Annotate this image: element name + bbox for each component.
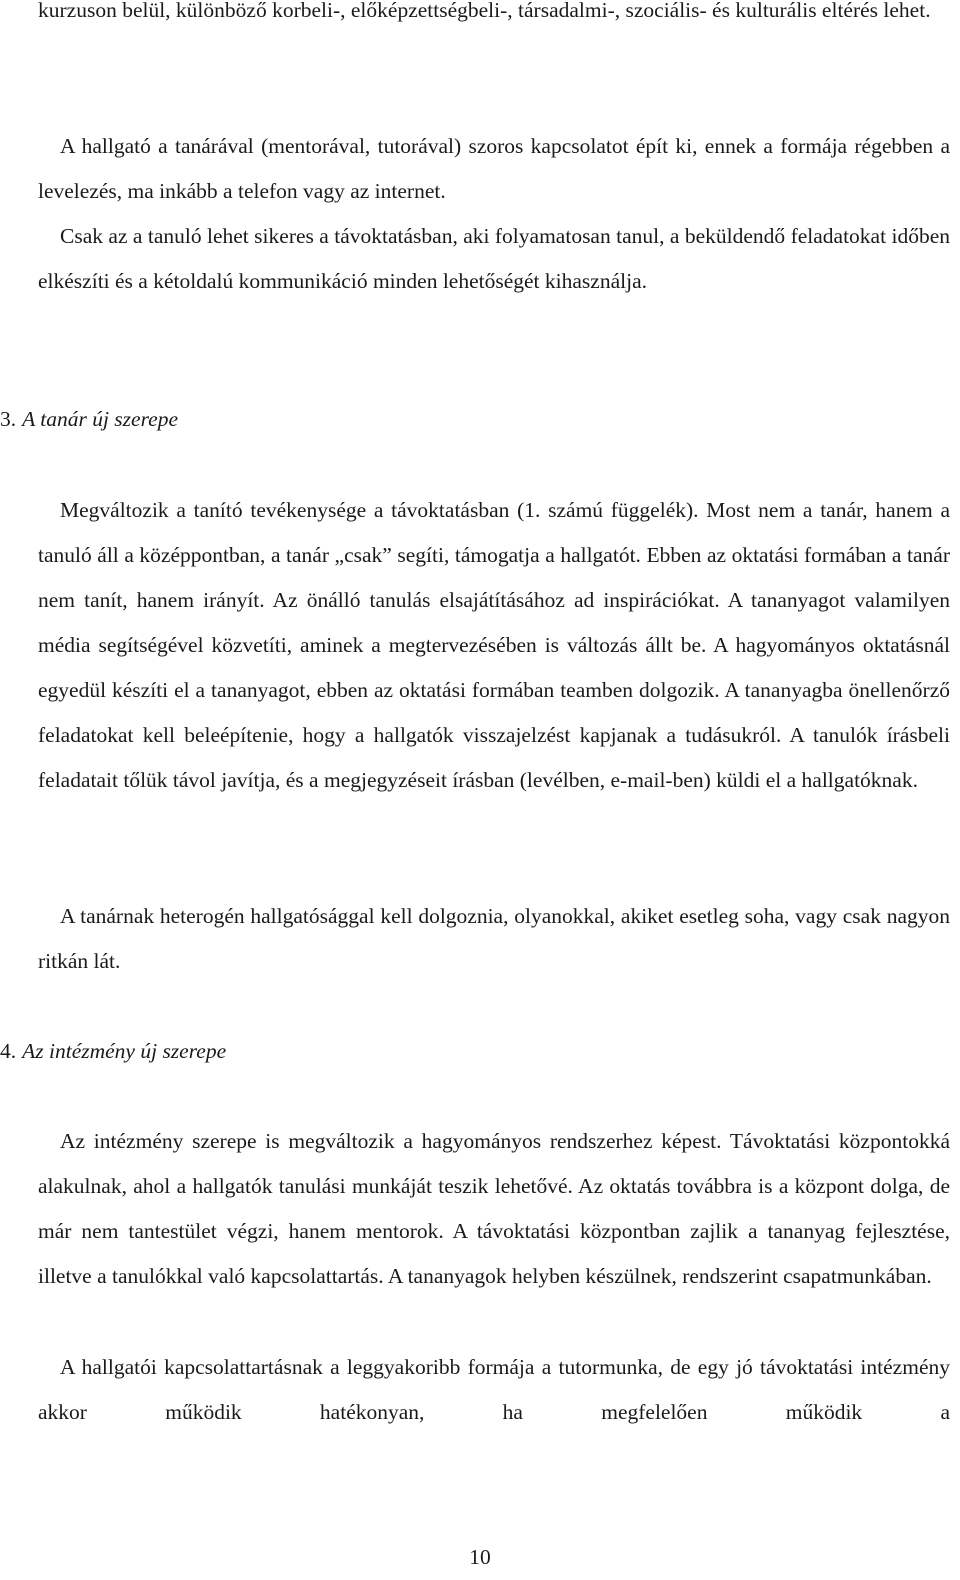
section-title: Az intézmény új szerepe [22,1039,227,1063]
section-number: 3. [0,407,17,431]
section-heading-3 [0,397,178,442]
paragraph-successful-student: Csak az a tanuló lehet sikeres a távoktatásban, aki folyamatosan tanul, a beküldendő feladatokat időben elkészíti és a kétoldalú kommunikáció minden lehetőségét kihasználja. [38,224,950,293]
section-number: 4. [0,1039,17,1063]
paragraph-teacher-role: Megváltozik a tanító tevékenysége a távoktatásban (1. számú függelék). Most nem a tanár, hanem a tanuló áll a középpontban, a tanár „csak” segíti, támogatja a hallgatót. Ebben az oktatási formában a tanár nem tanít, hanem irányít. Az önálló tanulás elsajátításához ad inspirációkat. A tananyagot valamilyen média segítségével közvetíti, aminek a megtervezésében is változás állt be. A hagyományos oktatásnál egyedül készíti el a tananyagot, ebben az oktatási formában teamben dolgozik. A tananyagba önellenőrző feladatokat kell beleépítenie, hogy a hallgatók visszajelzést kapjanak a tudásukról. A tanulók írásbeli feladatait tőlük távol javítja, és a megjegyzéseit írásban (levélben, e-mail-ben) küldi el a hallgatóknak. [38,498,950,792]
section-heading-4 [0,1029,226,1074]
page-number: 10 [469,1545,491,1569]
paragraph-diversity: kurzuson belül, különböző korbeli-, előképzettségbeli-, társadalmi-, szociális- és kulturális eltérés lehet. [38,0,931,22]
paragraph-tutoring: A hallgatói kapcsolattartásnak a leggyakoribb formája a tutormunka, de egy jó távoktatási intézmény akkor működik hatékonyan, ha megfelelően működik a [38,1355,950,1424]
section-title: A tanár új szerepe [22,407,178,431]
paragraph-institution-role: Az intézmény szerepe is megváltozik a hagyományos rendszerhez képest. Távoktatási központokká alakulnak, ahol a hallgatók tanulási munkáját teszik lehetővé. Az oktatás továbbra is a központ dolga, de már nem tantestület végzi, hanem mentorok. A távoktatási központban zajlik a tananyag fejlesztése, illetve a tanulókkal való kapcsolattartás. A tananyagok helyben készülnek, rendszerint csapatmunkában. [38,1129,950,1288]
paragraph-mentor-contact: A hallgató a tanárával (mentorával, tutorával) szoros kapcsolatot épít ki, ennek a formája régebben a levelezés, ma inkább a telefon vagy az internet. [38,134,950,203]
paragraph-heterogeneous-audience: A tanárnak heterogén hallgatósággal kell dolgoznia, olyanokkal, akiket esetleg soha, vagy csak nagyon ritkán lát. [38,904,950,973]
